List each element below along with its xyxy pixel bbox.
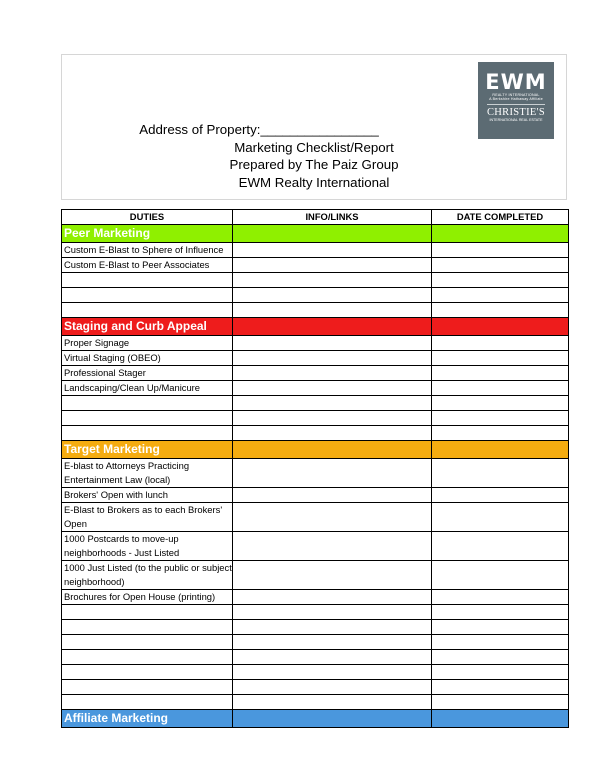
section-affiliate-marketing — [62, 710, 569, 728]
duty-cell[interactable] — [62, 303, 233, 318]
duty-cell[interactable] — [62, 426, 233, 441]
info-cell[interactable] — [233, 488, 432, 503]
info-cell[interactable] — [233, 532, 432, 561]
date-cell[interactable] — [432, 336, 569, 351]
table-row — [62, 243, 569, 258]
column-header-duties: DUTIES — [62, 210, 233, 225]
column-header-info-links: INFO/LINKS — [233, 210, 432, 225]
date-cell[interactable] — [432, 288, 569, 303]
info-cell[interactable] — [233, 258, 432, 273]
table-row — [62, 561, 569, 590]
table-row — [62, 411, 569, 426]
table-row — [62, 635, 569, 650]
table-row — [62, 351, 569, 366]
date-cell[interactable] — [432, 605, 569, 620]
info-cell[interactable] — [233, 381, 432, 396]
duty-cell: Custom E-Blast to Peer Associates — [62, 258, 233, 273]
duty-cell[interactable] — [62, 605, 233, 620]
info-cell[interactable] — [233, 605, 432, 620]
duty-cell: Custom E-Blast to Sphere of Influence — [62, 243, 233, 258]
prepared-by: Prepared by The Paiz Group — [229, 157, 399, 172]
section-target-marketing — [62, 441, 569, 459]
info-cell[interactable] — [233, 273, 432, 288]
date-cell[interactable] — [432, 620, 569, 635]
duty-cell: Brokers' Open with lunch — [62, 488, 233, 503]
info-cell[interactable] — [233, 411, 432, 426]
date-cell[interactable] — [432, 366, 569, 381]
table-row — [62, 336, 569, 351]
date-cell[interactable] — [432, 488, 569, 503]
logo-mark: EWM — [485, 70, 547, 94]
date-cell[interactable] — [432, 351, 569, 366]
address-line: Address of Property:________________ — [139, 122, 379, 137]
table-row — [62, 459, 569, 488]
date-cell[interactable] — [432, 411, 569, 426]
info-cell[interactable] — [233, 695, 432, 710]
section-title: Peer Marketing — [62, 225, 233, 243]
date-cell[interactable] — [432, 273, 569, 288]
duty-cell: E-blast to Attorneys Practicing Entertainment Law (local) — [62, 459, 233, 488]
section-staging-curb-appeal — [62, 318, 569, 336]
info-cell[interactable] — [233, 303, 432, 318]
info-cell[interactable] — [233, 426, 432, 441]
date-cell[interactable] — [432, 665, 569, 680]
info-cell[interactable] — [233, 620, 432, 635]
table-row — [62, 503, 569, 532]
duty-cell: Landscaping/Clean Up/Manicure — [62, 381, 233, 396]
logo-brand-sub: INTERNATIONAL REAL ESTATE — [489, 118, 543, 122]
date-cell[interactable] — [432, 396, 569, 411]
info-cell[interactable] — [233, 503, 432, 532]
duty-cell[interactable] — [62, 635, 233, 650]
duty-cell[interactable] — [62, 680, 233, 695]
section-peer-marketing — [62, 225, 569, 243]
logo-divider — [487, 104, 545, 105]
table-row — [62, 695, 569, 710]
info-cell[interactable] — [233, 665, 432, 680]
info-cell[interactable] — [233, 650, 432, 665]
duty-cell[interactable] — [62, 665, 233, 680]
duty-cell[interactable] — [62, 620, 233, 635]
table-row — [62, 288, 569, 303]
duty-cell: Proper Signage — [62, 336, 233, 351]
date-cell[interactable] — [432, 635, 569, 650]
info-cell[interactable] — [233, 590, 432, 605]
date-cell[interactable] — [432, 695, 569, 710]
table-row — [62, 488, 569, 503]
table-header-row — [62, 210, 569, 225]
date-cell[interactable] — [432, 243, 569, 258]
logo-brand: CHRISTIE'S — [487, 107, 545, 118]
date-cell[interactable] — [432, 503, 569, 532]
table-row — [62, 396, 569, 411]
info-cell[interactable] — [233, 635, 432, 650]
info-cell[interactable] — [233, 366, 432, 381]
marketing-checklist-table — [61, 209, 569, 728]
duty-cell[interactable] — [62, 695, 233, 710]
report-header — [61, 54, 567, 200]
section-title: Staging and Curb Appeal — [62, 318, 233, 336]
table-row — [62, 605, 569, 620]
table-row — [62, 303, 569, 318]
table-row — [62, 258, 569, 273]
duty-cell: Professional Stager — [62, 366, 233, 381]
info-cell[interactable] — [233, 336, 432, 351]
table-row — [62, 381, 569, 396]
info-cell[interactable] — [233, 396, 432, 411]
date-cell[interactable] — [432, 303, 569, 318]
section-title: Affiliate Marketing — [62, 710, 233, 728]
duty-cell[interactable] — [62, 411, 233, 426]
duty-cell[interactable] — [62, 396, 233, 411]
duty-cell: 1000 Just Listed (to the public or subject neighborhood) — [62, 561, 233, 590]
table-row — [62, 426, 569, 441]
info-cell[interactable] — [233, 351, 432, 366]
info-cell[interactable] — [233, 561, 432, 590]
header-text-block — [62, 121, 566, 191]
date-cell[interactable] — [432, 381, 569, 396]
date-cell[interactable] — [432, 680, 569, 695]
table-row — [62, 650, 569, 665]
table-row — [62, 273, 569, 288]
table-row — [62, 665, 569, 680]
date-cell[interactable] — [432, 459, 569, 488]
date-cell[interactable] — [432, 650, 569, 665]
duty-cell: E-Blast to Brokers as to each Brokers' Open — [62, 503, 233, 532]
duty-cell[interactable] — [62, 273, 233, 288]
table-row — [62, 680, 569, 695]
table-row — [62, 620, 569, 635]
info-cell[interactable] — [233, 288, 432, 303]
duty-cell[interactable] — [62, 650, 233, 665]
date-cell[interactable] — [432, 258, 569, 273]
report-title: Marketing Checklist/Report — [234, 139, 394, 155]
info-cell[interactable] — [233, 459, 432, 488]
date-cell[interactable] — [432, 561, 569, 590]
duty-cell: 1000 Postcards to move-up neighborhoods - Just Listed — [62, 532, 233, 561]
duty-cell: Brochures for Open House (printing) — [62, 590, 233, 605]
duty-cell[interactable] — [62, 288, 233, 303]
table-row — [62, 590, 569, 605]
info-cell[interactable] — [233, 243, 432, 258]
date-cell[interactable] — [432, 532, 569, 561]
info-cell[interactable] — [233, 680, 432, 695]
table-row — [62, 366, 569, 381]
duty-cell: Virtual Staging (OBEO) — [62, 351, 233, 366]
date-cell[interactable] — [432, 426, 569, 441]
table-row — [62, 532, 569, 561]
logo-tagline: A Berkshire Hathaway Affiliate — [489, 97, 543, 101]
date-cell[interactable] — [432, 590, 569, 605]
logo-subtitle: REALTY INTERNATIONAL — [492, 93, 540, 97]
section-title: Target Marketing — [62, 441, 233, 459]
company-name: EWM Realty International — [238, 174, 390, 190]
column-header-date-completed: DATE COMPLETED — [432, 210, 569, 225]
